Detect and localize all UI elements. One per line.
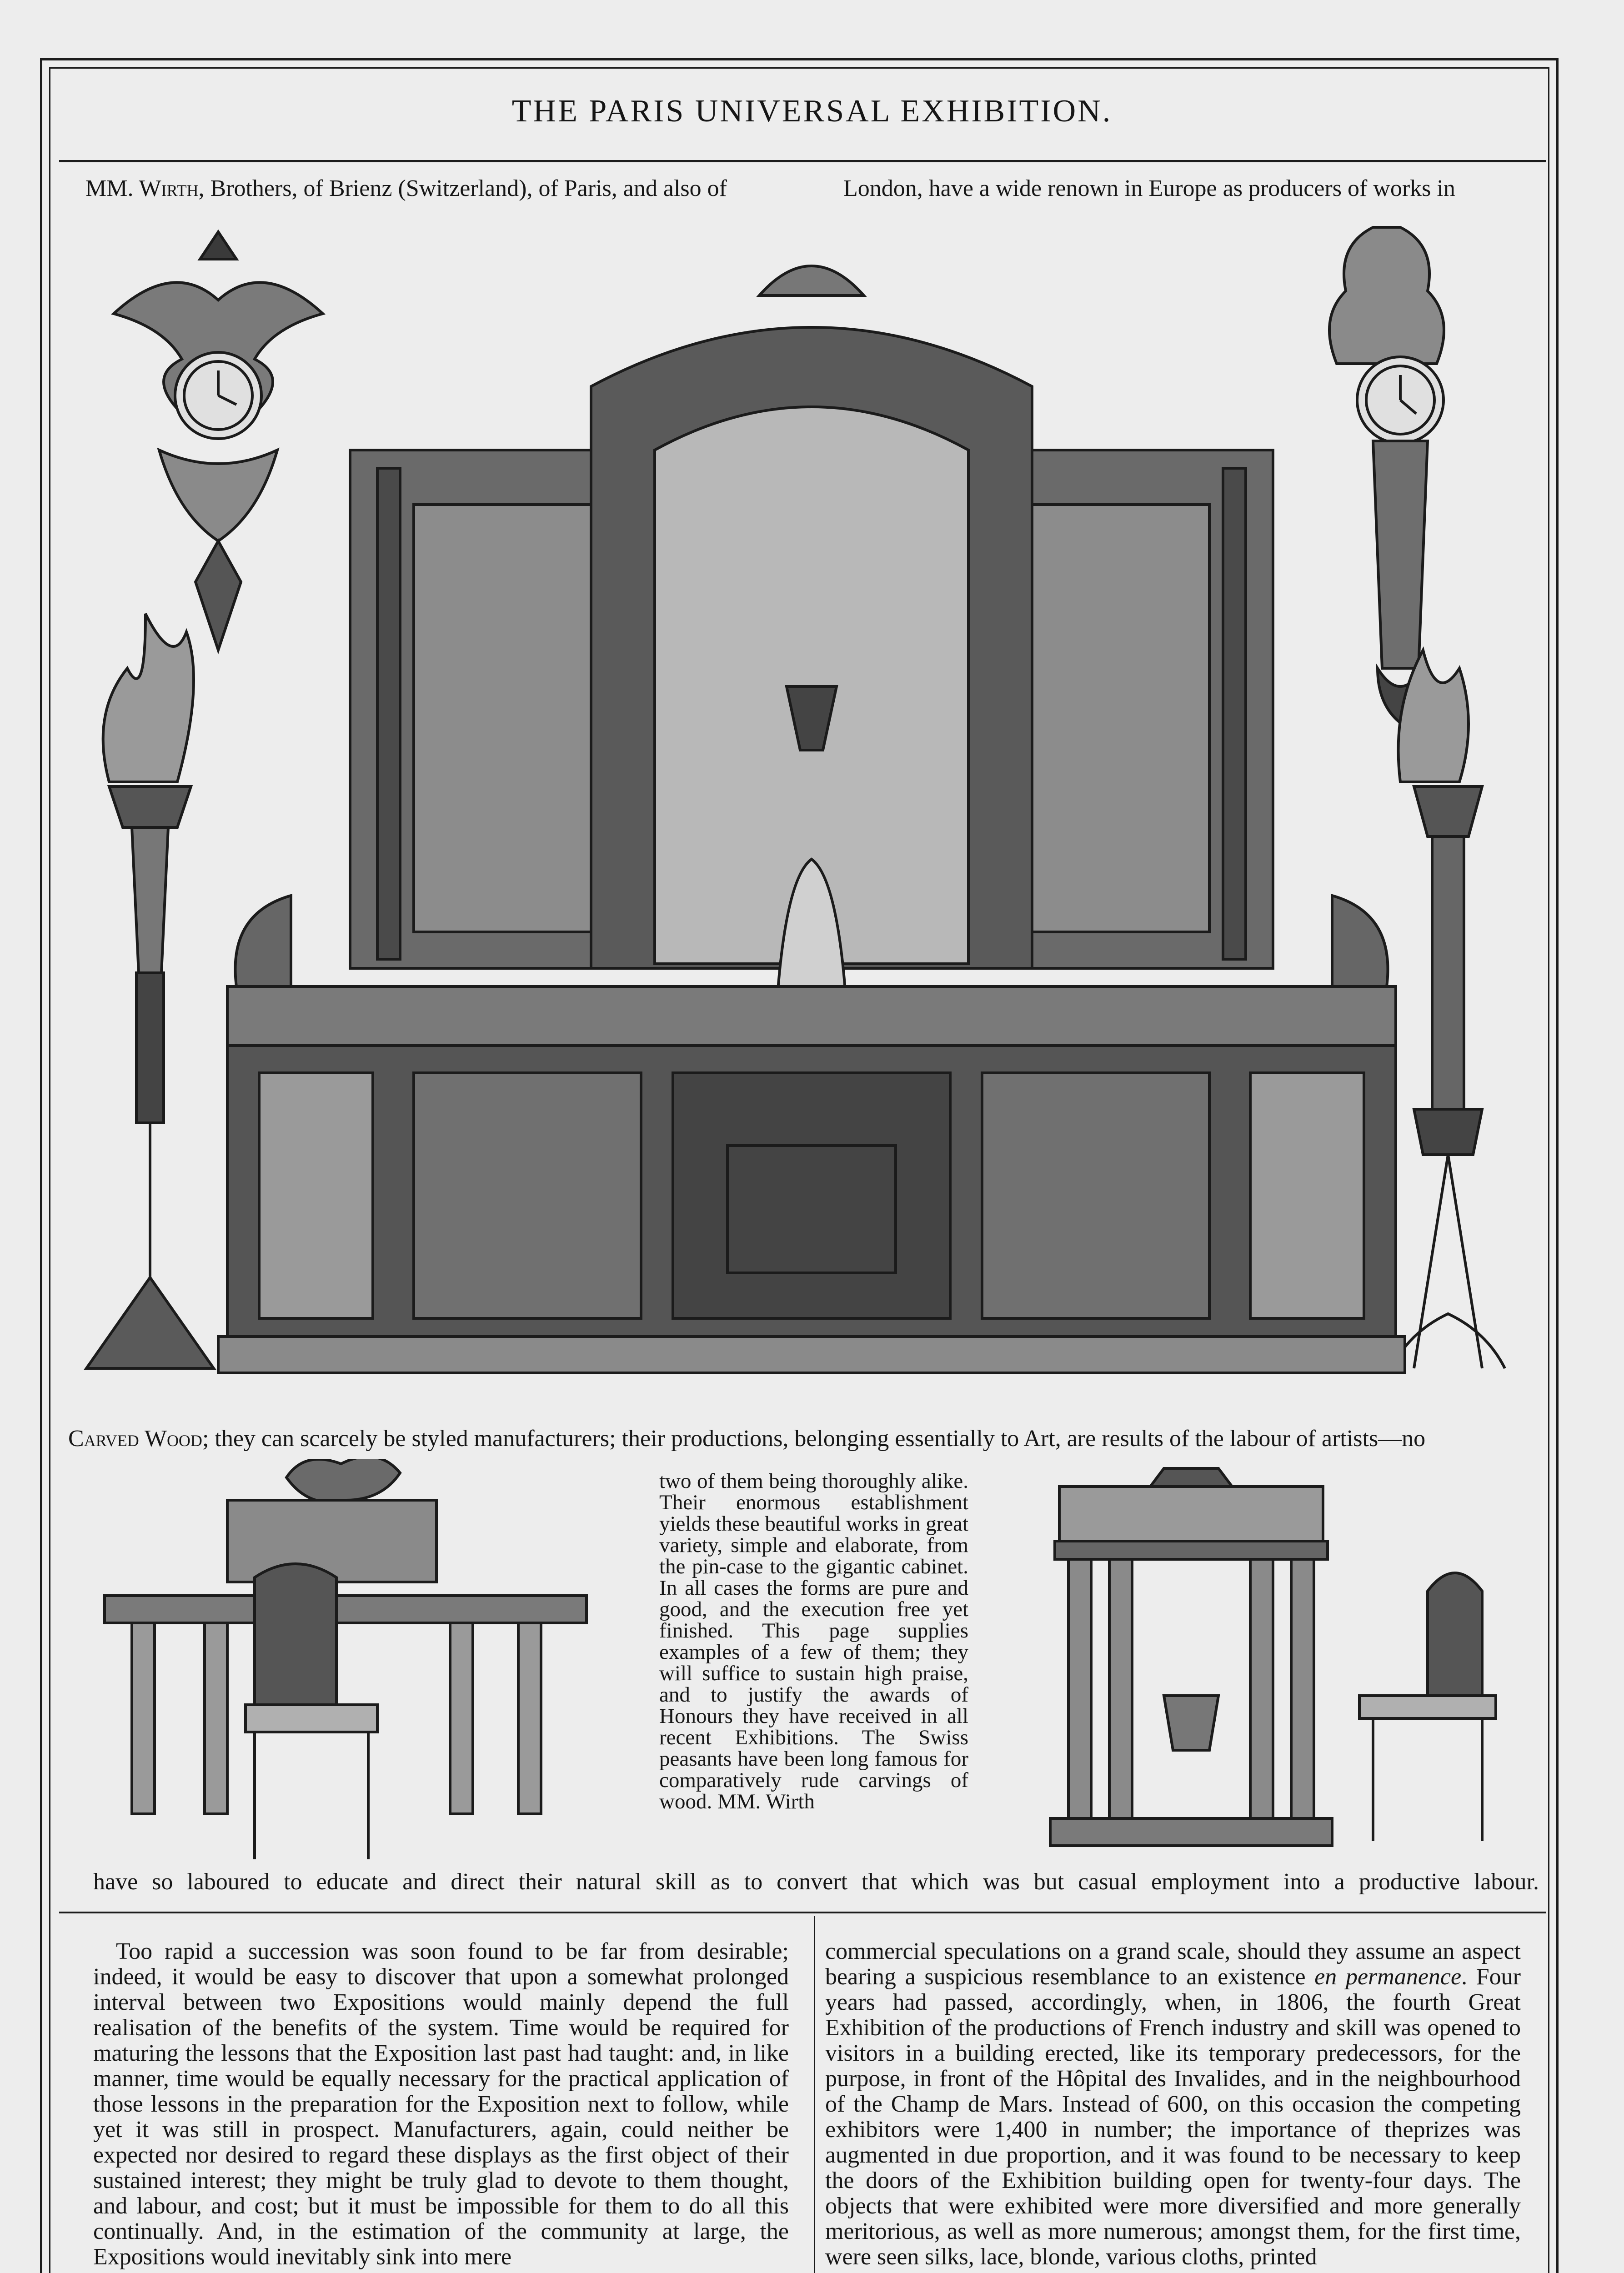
middle-description-text: two of them being thoroughly alike. Their enormous establishment yields these beautiful works in great variety, simple and elaborate, from the pin-case to the gigantic cabinet. In all cases the forms are pure and good, and the execution free yet finished. This page supplies examples of a few of them; they will suffice to sustain high praise, and to justify the awards of Honours they have received in all recent Exhibitions. The Swiss peasants have been long famous for comparatively rude carvings of wood. MM. Wirth (659, 1469, 969, 1813)
intro-closing-line: have so laboured to educate and direct their natural skill as to convert that which was but casual employment into a productive labour. (93, 1869, 1539, 1895)
body-top-rule (59, 1912, 1546, 1913)
jardiniere-and-chair-illustration (1041, 1459, 1541, 1859)
column-divider (814, 1916, 815, 2273)
left-wall-clock-illustration (114, 232, 323, 650)
carved-cabinet-illustration (218, 266, 1405, 1373)
body-right-column (825, 1939, 1521, 2270)
right-column-italic: en permanence (1314, 1964, 1462, 1990)
right-column-text-b: . Four years had passed, accordingly, when, in 1806, the fourth Great Exhibition of the productions of French industry and skill was opened to visitors in a building erected, like its temporary predecessors, for the purpose, in front of the Hôpital des Invalides, and in the neighbourhood of the Champ de Mars. Instead of 600, on this occasion the competing exhibitors were 1,400 in number; the importance of theprizes was augmented in due proportion, and it was found to be necessary to keep the doors of the Exhibition building open for twenty-four days. The objects that were exhibited were more diversified and more generally meritorious, as well as more numerous; amongst them, for the first time, were seen silks, lace, blonde, various cloths, printed (825, 1964, 1521, 2270)
intro-line-2-text: ; they can scarcely be styled manufacturers; their productions, belonging essentially to Art, are results of the labour of artists—no (202, 1426, 1426, 1452)
intro-line-1-left (85, 175, 727, 202)
right-column-paragraph (825, 1939, 1521, 2270)
left-column-paragraph: Too rapid a succession was soon found to be far from desirable; indeed, it would be easy to discover that upon a somewhat prolonged interval between two Expositions would mainly depend the full realisation of the benefits of the system. Time would be required for maturing the lessons that the Exposition last past had taught: and, in like manner, time would be equally necessary for the practical application of those lessons in the preparation for the Exposition next to follow, while yet it was still in prospect. Manufacturers, again, could neither be expected nor desired to regard these displays as the first object of their sustained interest; they might be truly glad to devote to them thought, and labour, and cost; but it must be impossible for them to do all this continually. And, in the estimation of the community at large, the Expositions would inevitably sink into mere (93, 1938, 789, 2270)
intro-line-1-right: London, have a wide renown in Europe as producers of works in (843, 175, 1455, 201)
right-wall-clock-illustration (1329, 227, 1444, 723)
intro-text-a: , Brothers, of Brienz (Switzerland), of Paris, and also of (198, 175, 727, 201)
title-rule (59, 160, 1546, 162)
body-left-column (93, 1939, 789, 2270)
right-column-text-a: commercial speculations on a grand scale, should they assume an aspect bearing a suspicious resemblance to an existence (825, 1938, 1521, 1990)
page-title: THE PARIS UNIVERSAL EXHIBITION. (511, 94, 1113, 129)
intro-line-2 (68, 1425, 1553, 1452)
carved-wood-lead: Carved Wood (68, 1426, 202, 1452)
right-plant-stand-illustration (1391, 650, 1505, 1368)
firm-name: MM. Wirth (85, 175, 199, 201)
left-plant-stand-illustration (86, 614, 214, 1368)
main-engraving (68, 214, 1546, 1423)
writing-table-illustration (95, 1459, 596, 1859)
